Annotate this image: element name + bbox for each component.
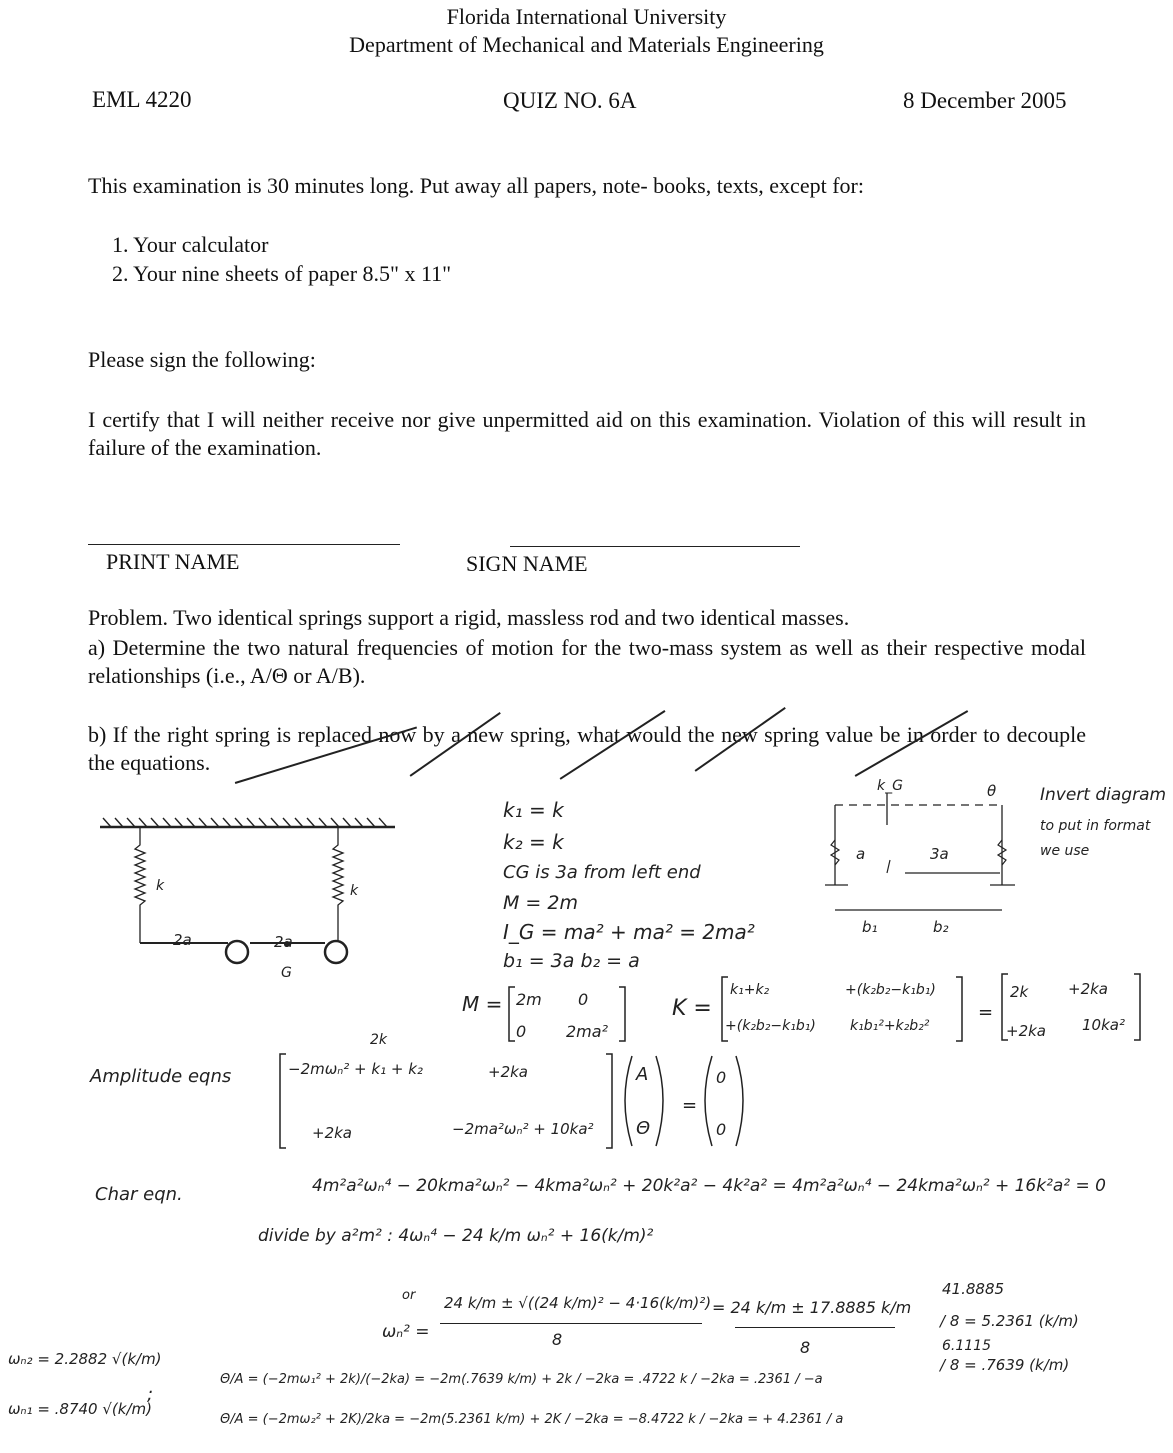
quad-simplified: = 24 k/m ± 17.8885 k/m xyxy=(712,1298,912,1317)
matrix-cell: +(k₂b₂−k₁b₁) xyxy=(845,982,936,998)
matrix-cell: k₁b₁²+k₂b₂² xyxy=(850,1018,930,1034)
semicolon: ; xyxy=(147,1384,154,1405)
vector-cell: 0 xyxy=(716,1120,727,1139)
omega1-result: ωₙ₁ = .8740 √(k/m) xyxy=(8,1400,152,1418)
fraction-bar xyxy=(735,1327,895,1328)
problem-part-b: b) If the right spring is replaced now by a new spring, what would the new spring value be in order to decouple the equations. xyxy=(88,722,1086,775)
matrix-cell: +(k₂b₂−k₁b₁) xyxy=(725,1018,816,1034)
vector-cell: Θ xyxy=(636,1118,651,1139)
quad-numerator: 24 k/m ± √((24 k/m)² − 4·16(k/m)²) xyxy=(444,1294,712,1312)
omega2-result: ωₙ₂ = 2.2882 √(k/m) xyxy=(8,1350,162,1368)
matrix-cell: −2ma²ωₙ² + 10ka² xyxy=(452,1120,594,1138)
mass-matrix-label: M = xyxy=(462,992,503,1016)
matrix-cell: 2ma² xyxy=(566,1022,608,1041)
matrix-cell: 0 xyxy=(516,1022,527,1041)
matrix-cell: 0 xyxy=(578,990,589,1009)
instruction-item: 1. Your calculator xyxy=(112,232,269,257)
spring-right-label: k xyxy=(350,883,359,899)
matrix-cell: +2ka xyxy=(312,1124,352,1142)
diag-b1-label: b₁ xyxy=(862,918,878,936)
theta-label: θ xyxy=(987,782,997,800)
char-equation: 4m²a²ωₙ⁴ − 20kma²ωₙ² − 4kma²ωₙ² + 20k²a² − 4k²a² = 4m²a²ωₙ⁴ − 24kma²ωₙ² + 16k²a² = 0 xyxy=(312,1176,1106,1196)
instructions-intro: This examination is 30 minutes long. Put away all papers, note- books, texts, except for: xyxy=(88,173,864,198)
vector-cell: A xyxy=(636,1064,649,1085)
matrix-cell: 2k xyxy=(1010,983,1029,1001)
quad-mid-denominator: 8 xyxy=(800,1338,811,1357)
matrix-cell: +2ka xyxy=(1068,980,1108,998)
diag-b2-label: b₂ xyxy=(933,918,949,936)
cg-note: CG is 3a from left end xyxy=(503,862,701,883)
k1-value: k₁ = k xyxy=(503,798,564,822)
certify-statement: I certify that I will neither receive nor give unpermitted aid on this examination. Violation of this will result in failure of the examination. xyxy=(88,407,1086,460)
or-word: or xyxy=(402,1288,416,1303)
course-code: EML 4220 xyxy=(92,87,192,112)
modal-ratio-1: Θ/A = (−2mω₁² + 2k)/(−2ka) = −2m(.7639 k/m) + 2k / −2ka = .4722 k / −2ka = .2361 / −a xyxy=(220,1372,823,1387)
problem-part-a: a) Determine the two natural frequencies of motion for the two-mass system as well as their respective modal relationships (i.e., A/Θ or A/B). xyxy=(88,635,1086,688)
quiz-title: QUIZ NO. 6A xyxy=(503,88,637,113)
matrix-cell: 10ka² xyxy=(1082,1016,1125,1034)
print-name-line[interactable] xyxy=(88,544,400,545)
inertia-value: I_G = ma² + ma² = 2ma² xyxy=(503,920,755,944)
department-name: Department of Mechanical and Materials Engineering xyxy=(349,32,824,57)
k2-value: k₂ = k xyxy=(503,830,564,854)
result1: / 8 = 5.2361 (k/m) xyxy=(940,1312,1079,1330)
diag-3a-label: 3a xyxy=(930,845,949,863)
sign-name-line[interactable] xyxy=(510,546,800,547)
fraction-bar xyxy=(440,1323,702,1324)
dim-left-label: 2a xyxy=(173,931,192,949)
sign-name-label: SIGN NAME xyxy=(466,551,588,576)
cg-label: G xyxy=(281,965,292,981)
equals-sign: = xyxy=(682,1095,698,1116)
modal-ratio-2: Θ/A = (−2mω₂² + 2K)/2ka = −2m(5.2361 k/m) + 2K / −2ka = −8.4722 k / −2ka = + 4.2361 / a xyxy=(220,1412,844,1427)
note-line: to put in format xyxy=(1040,818,1151,834)
result2-top: 6.1115 xyxy=(942,1338,991,1354)
matrix-cell: −2mωₙ² + k₁ + k₂ xyxy=(288,1060,423,1078)
dim-right-label: 2a xyxy=(274,933,293,951)
stiff-matrix-label: K = xyxy=(672,996,712,1021)
quad-denominator: 8 xyxy=(552,1330,563,1349)
note-line: Invert diagram xyxy=(1040,785,1167,805)
kg-label: k_G xyxy=(877,778,903,794)
result1-top: 41.8885 xyxy=(942,1280,1005,1298)
matrix-cell: k₁+k₂ xyxy=(730,982,770,998)
matrix-cell: +2ka xyxy=(488,1063,528,1081)
spring-mass-figure xyxy=(95,815,405,985)
problem-intro: Problem. Two identical springs support a rigid, massless rod and two identical masses. xyxy=(88,605,850,630)
diag-a-label: a xyxy=(856,845,866,863)
matrix-cell: 2m xyxy=(516,990,542,1009)
vector-cell: 0 xyxy=(716,1068,727,1087)
divide-step: divide by a²m² : 4ωₙ⁴ − 24 k/m ωₙ² + 16(k/m)² xyxy=(258,1226,654,1246)
char-label: Char eqn. xyxy=(95,1184,183,1205)
print-name-label: PRINT NAME xyxy=(106,549,240,574)
amplitude-label: Amplitude eqns xyxy=(90,1066,232,1087)
inverted-diagram xyxy=(820,785,1030,935)
sign-prompt: Please sign the following: xyxy=(88,347,316,372)
university-name: Florida International University xyxy=(446,4,727,29)
matrix-cell: +2ka xyxy=(1006,1022,1046,1040)
b-values: b₁ = 3a b₂ = a xyxy=(503,950,640,972)
note-line: we use xyxy=(1040,843,1090,859)
quiz-date: 8 December 2005 xyxy=(903,88,1067,113)
spring-left-label: k xyxy=(156,878,165,894)
instruction-item: 2. Your nine sheets of paper 8.5" x 11" xyxy=(112,261,452,286)
amp-2k-note: 2k xyxy=(370,1032,388,1048)
result2: / 8 = .7639 (k/m) xyxy=(940,1356,1070,1374)
equals-sign: = xyxy=(978,1002,994,1023)
mass-value: M = 2m xyxy=(503,892,578,914)
omega-sq-label: ωₙ² = xyxy=(382,1322,430,1342)
